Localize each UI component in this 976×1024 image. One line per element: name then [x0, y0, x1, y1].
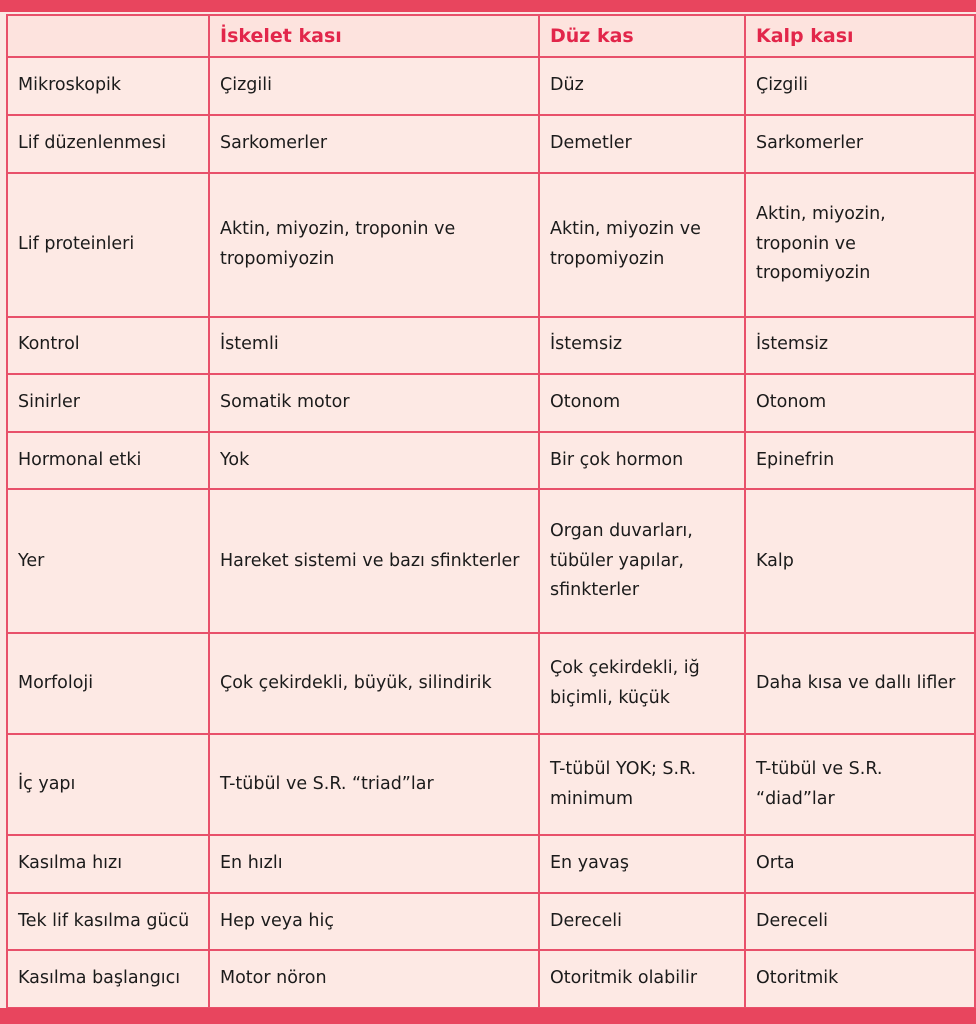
- cell-iskelet: Çizgili: [209, 57, 539, 115]
- table-row: [7, 734, 975, 835]
- table-row: [7, 173, 975, 317]
- top-accent-bar: [0, 0, 976, 12]
- cell-kalp: Sarkomerler: [745, 115, 975, 173]
- table-header-row: [7, 15, 975, 57]
- cell-duz: Otoritmik olabilir: [539, 950, 745, 1008]
- cell-kalp: Aktin, miyozin, troponin ve tropomiyozin: [745, 173, 975, 317]
- header-corner-cell: [7, 15, 209, 57]
- row-label: Kasılma başlangıcı: [7, 950, 209, 1008]
- cell-iskelet: Hareket sistemi ve bazı sfinkterler: [209, 489, 539, 633]
- cell-iskelet: Sarkomerler: [209, 115, 539, 173]
- cell-kalp: Otoritmik: [745, 950, 975, 1008]
- row-label: Kasılma hızı: [7, 835, 209, 893]
- cell-kalp: Daha kısa ve dallı lifler: [745, 633, 975, 734]
- cell-kalp: Otonom: [745, 374, 975, 432]
- row-label: Sinirler: [7, 374, 209, 432]
- cell-iskelet: En hızlı: [209, 835, 539, 893]
- table-row: [7, 835, 975, 893]
- table-row: [7, 893, 975, 951]
- cell-iskelet: Yok: [209, 432, 539, 490]
- cell-iskelet: Hep veya hiç: [209, 893, 539, 951]
- cell-duz: İstemsiz: [539, 317, 745, 375]
- row-label: Mikroskopik: [7, 57, 209, 115]
- table-row: [7, 115, 975, 173]
- header-kalp-kasi: Kalp kası: [745, 15, 975, 57]
- row-label: Lif düzenlenmesi: [7, 115, 209, 173]
- cell-duz: T-tübül YOK; S.R. minimum: [539, 734, 745, 835]
- cell-kalp: Kalp: [745, 489, 975, 633]
- row-label: İç yapı: [7, 734, 209, 835]
- cell-iskelet: Somatik motor: [209, 374, 539, 432]
- cell-kalp: Çizgili: [745, 57, 975, 115]
- table-row: [7, 317, 975, 375]
- cell-duz: Demetler: [539, 115, 745, 173]
- row-label: Lif proteinleri: [7, 173, 209, 317]
- muscle-comparison-table: [6, 14, 976, 1009]
- cell-iskelet: Aktin, miyozin, troponin ve tropomiyozin: [209, 173, 539, 317]
- cell-kalp: Dereceli: [745, 893, 975, 951]
- cell-duz: Düz: [539, 57, 745, 115]
- cell-iskelet: Motor nöron: [209, 950, 539, 1008]
- cell-kalp: İstemsiz: [745, 317, 975, 375]
- header-iskelet-kasi: İskelet kası: [209, 15, 539, 57]
- table-row: [7, 57, 975, 115]
- table-row: [7, 950, 975, 1008]
- row-label: Yer: [7, 489, 209, 633]
- cell-duz: Bir çok hormon: [539, 432, 745, 490]
- cell-duz: En yavaş: [539, 835, 745, 893]
- cell-iskelet: T-tübül ve S.R. “triad”lar: [209, 734, 539, 835]
- cell-iskelet: Çok çekirdekli, büyük, silindirik: [209, 633, 539, 734]
- bottom-accent-bar: [0, 1008, 976, 1024]
- cell-duz: Organ duvarları, tübüler yapılar, sfinkterler: [539, 489, 745, 633]
- cell-kalp: Epinefrin: [745, 432, 975, 490]
- cell-duz: Dereceli: [539, 893, 745, 951]
- cell-kalp: T-tübül ve S.R. “diad”lar: [745, 734, 975, 835]
- row-label: Tek lif kasılma gücü: [7, 893, 209, 951]
- row-label: Morfoloji: [7, 633, 209, 734]
- row-label: Kontrol: [7, 317, 209, 375]
- cell-duz: Otonom: [539, 374, 745, 432]
- table-row: [7, 432, 975, 490]
- table-row: [7, 633, 975, 734]
- table-row: [7, 374, 975, 432]
- table-row: [7, 489, 975, 633]
- cell-duz: Çok çekirdekli, iğ biçimli, küçük: [539, 633, 745, 734]
- header-duz-kas: Düz kas: [539, 15, 745, 57]
- cell-iskelet: İstemli: [209, 317, 539, 375]
- row-label: Hormonal etki: [7, 432, 209, 490]
- cell-duz: Aktin, miyozin ve tropomiyozin: [539, 173, 745, 317]
- cell-kalp: Orta: [745, 835, 975, 893]
